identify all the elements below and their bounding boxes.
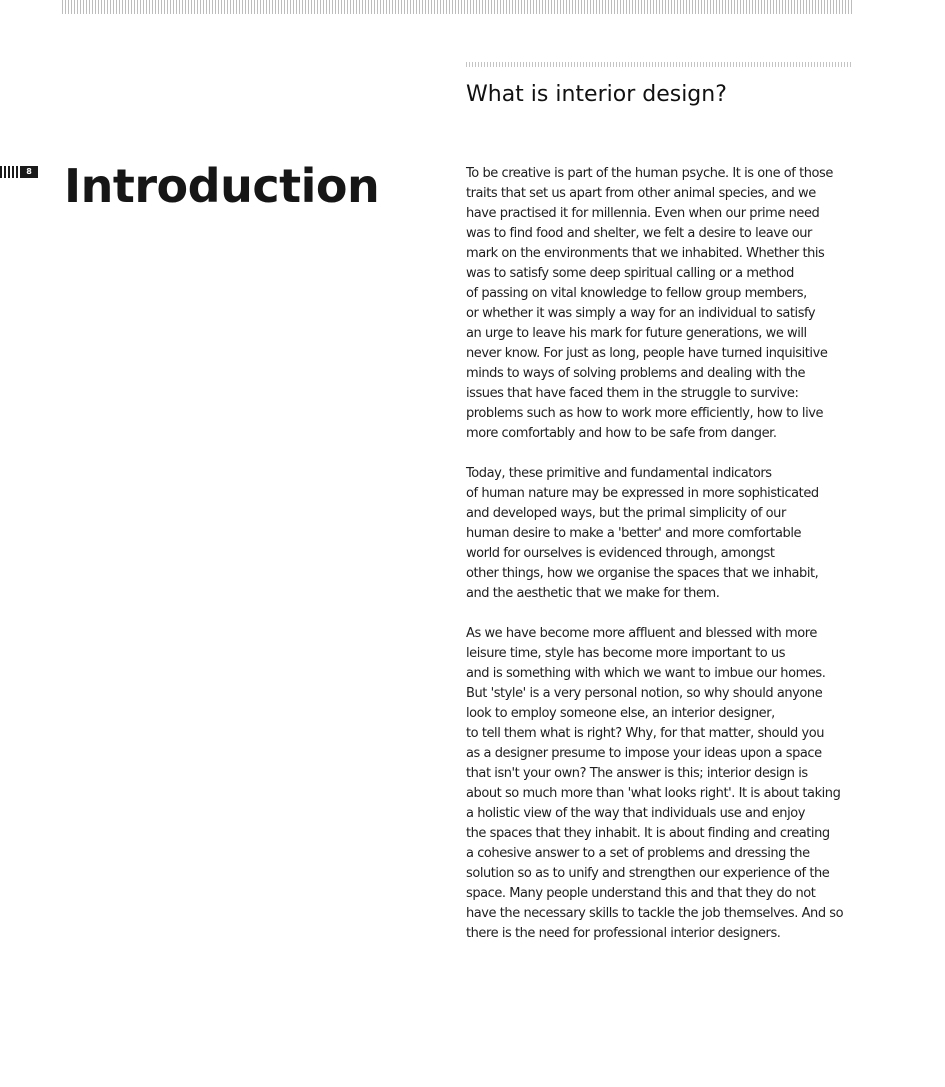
text-line: leisure time, style has become more important to us bbox=[466, 646, 786, 661]
text-line: problems such as how to work more efficiently, how to live bbox=[466, 406, 824, 421]
body-text-column bbox=[466, 164, 850, 964]
text-line: and the aesthetic that we make for them. bbox=[466, 586, 720, 601]
text-line: to tell them what is right? Why, for that matter, should you bbox=[466, 726, 825, 741]
text-line: of human nature may be expressed in more sophisticated bbox=[466, 486, 819, 501]
text-line: more comfortably and how to be safe from danger. bbox=[466, 426, 777, 441]
text-line: Today, these primitive and fundamental indicators bbox=[466, 466, 772, 481]
text-line: look to employ someone else, an interior designer, bbox=[466, 706, 775, 721]
paragraph bbox=[466, 624, 850, 944]
text-line: space. Many people understand this and that they do not bbox=[466, 886, 816, 901]
text-line: and is something with which we want to imbue our homes. bbox=[466, 666, 826, 681]
text-line: solution so as to unify and strengthen our experience of the bbox=[466, 866, 830, 881]
page-number: 8 bbox=[20, 166, 38, 178]
text-line: But 'style' is a very personal notion, so why should anyone bbox=[466, 686, 823, 701]
text-line: about so much more than 'what looks right'. It is about taking bbox=[466, 786, 841, 801]
text-line: was to satisfy some deep spiritual calling or a method bbox=[466, 266, 794, 281]
text-line: as a designer presume to impose your ideas upon a space bbox=[466, 746, 822, 761]
text-line: To be creative is part of the human psyche. It is one of those bbox=[466, 166, 833, 181]
text-line: minds to ways of solving problems and dealing with the bbox=[466, 366, 806, 381]
top-decorative-rule bbox=[62, 0, 852, 14]
text-line: have practised it for millennia. Even when our prime need bbox=[466, 206, 820, 221]
page-number-tab bbox=[0, 166, 38, 178]
text-line: traits that set us apart from other animal species, and we bbox=[466, 186, 816, 201]
paragraph bbox=[466, 164, 850, 444]
text-line: the spaces that they inhabit. It is about finding and creating bbox=[466, 826, 830, 841]
text-line: have the necessary skills to tackle the job themselves. And so bbox=[466, 906, 844, 921]
paragraph bbox=[466, 464, 850, 604]
text-line: As we have become more affluent and blessed with more bbox=[466, 626, 817, 641]
section-heading: What is interior design? bbox=[466, 82, 727, 107]
section-decorative-rule bbox=[466, 62, 852, 67]
text-line: that isn't your own? The answer is this; interior design is bbox=[466, 766, 808, 781]
text-line: there is the need for professional interior designers. bbox=[466, 926, 781, 941]
text-line: other things, how we organise the spaces that we inhabit, bbox=[466, 566, 819, 581]
text-line: and developed ways, but the primal simplicity of our bbox=[466, 506, 786, 521]
text-line: a cohesive answer to a set of problems and dressing the bbox=[466, 846, 810, 861]
text-line: human desire to make a 'better' and more comfortable bbox=[466, 526, 802, 541]
text-line: a holistic view of the way that individuals use and enjoy bbox=[466, 806, 806, 821]
text-line: was to find food and shelter, we felt a desire to leave our bbox=[466, 226, 812, 241]
text-line: mark on the environments that we inhabited. Whether this bbox=[466, 246, 825, 261]
page-title: Introduction bbox=[64, 159, 380, 213]
text-line: never know. For just as long, people have turned inquisitive bbox=[466, 346, 828, 361]
text-line: or whether it was simply a way for an individual to satisfy bbox=[466, 306, 816, 321]
text-line: an urge to leave his mark for future generations, we will bbox=[466, 326, 807, 341]
text-line: issues that have faced them in the struggle to survive: bbox=[466, 386, 799, 401]
text-line: world for ourselves is evidenced through, amongst bbox=[466, 546, 775, 561]
page-tab-bars bbox=[0, 166, 20, 178]
text-line: of passing on vital knowledge to fellow group members, bbox=[466, 286, 807, 301]
